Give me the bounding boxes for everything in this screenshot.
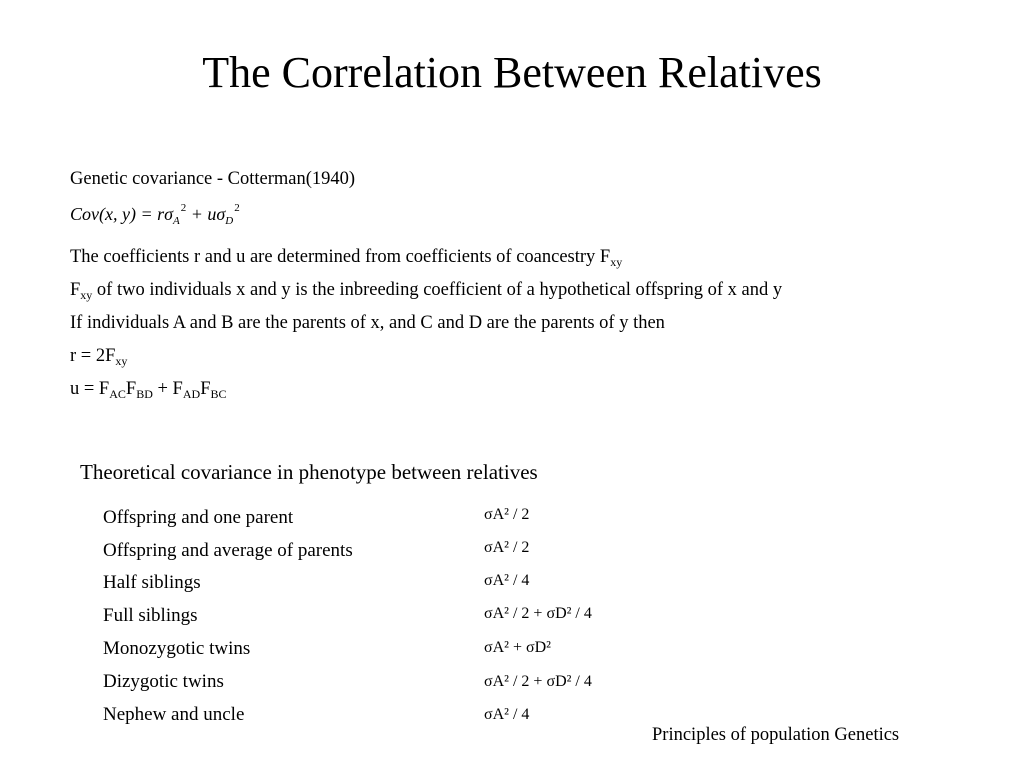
relative-label: Offspring and one parent (103, 507, 294, 528)
formula-args: (x, y) = r (99, 204, 165, 224)
u-part-2: F (125, 379, 137, 399)
r-prefix: r = 2F (70, 346, 116, 366)
relative-formula: σA² / 2 (484, 506, 530, 523)
formula-sigma-d: σ (216, 204, 226, 224)
relative-formula: σA² / 4 (484, 706, 530, 723)
u-part-3: + F (152, 379, 183, 399)
covariance-formula (70, 202, 240, 229)
relative-label: Offspring and average of parents (103, 540, 353, 561)
formula-sub-a: A (173, 215, 180, 227)
r-sub: xy (115, 354, 128, 368)
fxy-prefix: F (70, 280, 81, 300)
coefficients-sub: xy (610, 255, 623, 269)
fxy-suffix: of two individuals x and y is the inbreeding coefficient of a hypothetical offspring of x and y (92, 280, 783, 300)
formula-exp-a: 2 (180, 202, 187, 214)
intro-line-cotterman: Genetic covariance - Cotterman(1940) (70, 169, 356, 189)
relative-label: Monozygotic twins (103, 638, 251, 659)
intro-line-coefficients (70, 246, 622, 269)
fxy-sub: xy (80, 288, 93, 302)
formula-exp-d: 2 (234, 202, 240, 214)
slide-title: The Correlation Between Relatives (202, 48, 822, 97)
intro-line-r (70, 345, 127, 368)
relative-formula: σA² + σD² (484, 639, 551, 656)
formula-sigma-a: σ (164, 204, 174, 224)
intro-line-fxy-definition (70, 279, 782, 302)
u-sub-ac: AC (109, 387, 126, 401)
relative-formula: σA² / 2 + σD² / 4 (484, 673, 592, 690)
relative-formula: σA² / 2 + σD² / 4 (484, 605, 592, 622)
formula-sub-d: D (225, 215, 234, 227)
relative-formula: σA² / 4 (484, 572, 530, 589)
relative-label: Half siblings (103, 572, 201, 593)
u-sub-bc: BC (210, 387, 227, 401)
relative-label: Full siblings (103, 605, 198, 626)
coefficients-text: The coefficients r and u are determined from coefficients of coancestry F (70, 247, 611, 267)
relative-formula: σA² / 2 (484, 539, 530, 556)
u-part-4: F (200, 379, 211, 399)
intro-line-parents: If individuals A and B are the parents of x, and C and D are the parents of y then (70, 313, 665, 333)
u-part-1: u = F (70, 379, 110, 399)
relative-label: Nephew and uncle (103, 704, 245, 725)
formula-cov: Cov (70, 204, 99, 224)
intro-line-u (70, 378, 227, 401)
u-sub-bd: BD (136, 387, 153, 401)
relative-label: Dizygotic twins (103, 671, 224, 692)
formula-plus-u: + u (186, 204, 217, 224)
section-heading: Theoretical covariance in phenotype between relatives (80, 460, 538, 484)
footer-source: Principles of population Genetics (652, 725, 900, 745)
u-sub-ad: AD (182, 387, 201, 401)
